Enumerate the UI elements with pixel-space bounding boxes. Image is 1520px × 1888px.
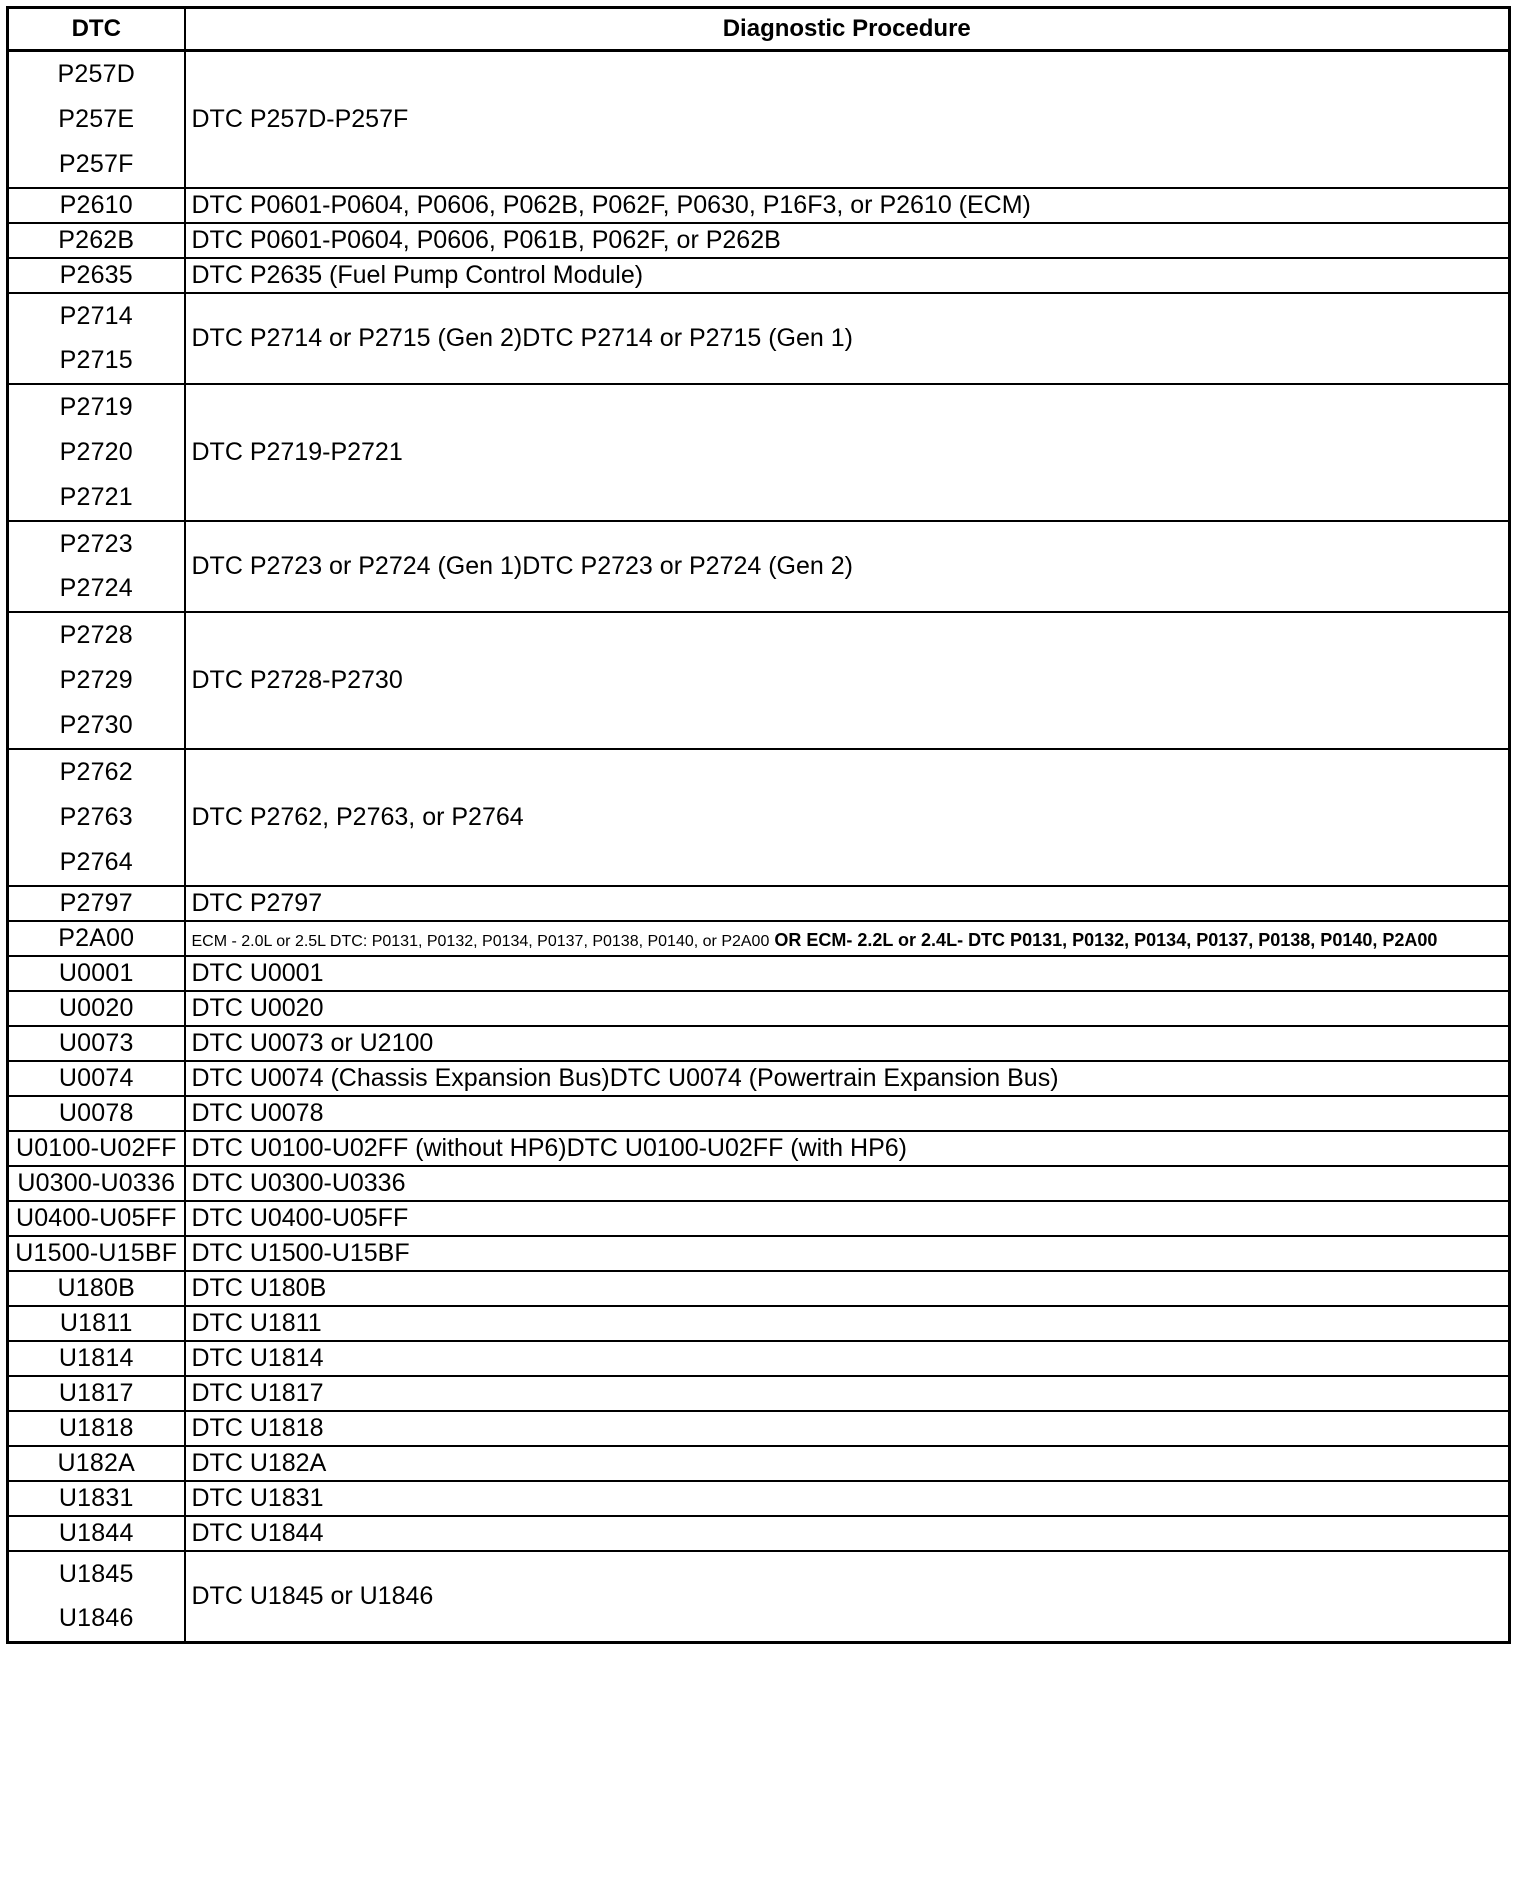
dtc-code: P257D bbox=[57, 60, 135, 88]
diagnostic-procedure-text: DTC P2728-P2730 bbox=[191, 666, 403, 694]
diagnostic-procedure-text: DTC U0400-U05FF bbox=[191, 1204, 409, 1232]
dtc-code-cell bbox=[8, 1201, 185, 1236]
table-row bbox=[8, 223, 1510, 258]
dtc-code: U1814 bbox=[58, 1344, 134, 1372]
dtc-code: P2724 bbox=[59, 574, 133, 603]
table-row bbox=[8, 1411, 1510, 1446]
table-row bbox=[8, 1481, 1510, 1516]
dtc-code: U0074 bbox=[58, 1064, 134, 1092]
table-row bbox=[8, 1271, 1510, 1306]
table-body bbox=[8, 51, 1510, 1643]
diagnostic-procedure-cell bbox=[185, 1481, 1510, 1516]
diagnostic-procedure-cell bbox=[185, 1166, 1510, 1201]
dtc-code-cell bbox=[8, 1026, 185, 1061]
table-row bbox=[8, 749, 1510, 886]
diagnostic-procedure-cell bbox=[185, 1376, 1510, 1411]
diagnostic-procedure-text: DTC U1818 bbox=[191, 1414, 324, 1442]
dtc-code: P262B bbox=[58, 226, 135, 254]
dtc-code-cell bbox=[8, 1481, 185, 1516]
table-row bbox=[8, 1131, 1510, 1166]
dtc-code: U0100-U02FF bbox=[15, 1134, 177, 1162]
dtc-code-cell bbox=[8, 258, 185, 293]
dtc-code: P2728 bbox=[59, 621, 133, 649]
diagnostic-procedure-cell bbox=[185, 991, 1510, 1026]
diagnostic-procedure-text: DTC P0601-P0604, P0606, P062B, P062F, P0630, P16F3, or P2610 (ECM) bbox=[191, 191, 1031, 219]
table-row bbox=[8, 1341, 1510, 1376]
diagnostic-procedure-cell bbox=[185, 293, 1510, 384]
diagnostic-procedure-cell bbox=[185, 612, 1510, 749]
dtc-code-cell bbox=[8, 1551, 185, 1643]
diagnostic-procedure-cell bbox=[185, 1061, 1510, 1096]
dtc-code-cell bbox=[8, 384, 185, 521]
table-row bbox=[8, 1236, 1510, 1271]
dtc-code: U1500-U15BF bbox=[15, 1239, 178, 1267]
table-row bbox=[8, 886, 1510, 921]
table-row bbox=[8, 1061, 1510, 1096]
diagnostic-procedure-text: DTC P2762, P2763, or P2764 bbox=[191, 803, 524, 831]
dtc-table bbox=[6, 6, 1511, 1644]
diagnostic-procedure-cell bbox=[185, 956, 1510, 991]
dtc-code: U0300-U0336 bbox=[17, 1169, 176, 1197]
table-row bbox=[8, 1516, 1510, 1551]
table-row bbox=[8, 1166, 1510, 1201]
dtc-code-cell bbox=[8, 223, 185, 258]
dtc-code-cell bbox=[8, 1446, 185, 1481]
dtc-code-cell bbox=[8, 1411, 185, 1446]
diagnostic-procedure-cell bbox=[185, 188, 1510, 223]
dtc-code: U1845 bbox=[58, 1559, 134, 1588]
diagnostic-procedure-cell bbox=[185, 1411, 1510, 1446]
header-diagnostic-procedure: Diagnostic Procedure bbox=[185, 8, 1510, 51]
diagnostic-procedure-cell bbox=[185, 1271, 1510, 1306]
diagnostic-procedure-cell bbox=[185, 258, 1510, 293]
table-row bbox=[8, 921, 1510, 956]
diagnostic-procedure-cell bbox=[185, 1551, 1510, 1643]
dtc-code: U1831 bbox=[58, 1484, 134, 1512]
dtc-code-cell bbox=[8, 1131, 185, 1166]
dtc-code-cell bbox=[8, 1166, 185, 1201]
dtc-code-cell bbox=[8, 991, 185, 1026]
table-row bbox=[8, 1446, 1510, 1481]
dtc-code: P2714 bbox=[59, 301, 133, 330]
diagnostic-procedure-text: DTC P2714 or P2715 (Gen 2)DTC P2714 or P2715 (Gen 1) bbox=[191, 324, 853, 352]
diagnostic-procedure-cell bbox=[185, 1096, 1510, 1131]
diagnostic-procedure-cell bbox=[185, 1236, 1510, 1271]
table-row bbox=[8, 1306, 1510, 1341]
dtc-code: U0078 bbox=[58, 1099, 134, 1127]
diagnostic-procedure-cell bbox=[185, 1516, 1510, 1551]
dtc-code: P2729 bbox=[59, 666, 133, 694]
dtc-code: U1846 bbox=[58, 1604, 134, 1633]
dtc-code: U0001 bbox=[58, 959, 134, 987]
dtc-code: P2764 bbox=[59, 848, 133, 876]
table-row bbox=[8, 188, 1510, 223]
dtc-code-cell bbox=[8, 1306, 185, 1341]
diagnostic-procedure-cell bbox=[185, 1026, 1510, 1061]
dtc-code-cell bbox=[8, 1096, 185, 1131]
diagnostic-procedure-text: DTC P0601-P0604, P0606, P061B, P062F, or P262B bbox=[191, 226, 781, 254]
dtc-code: P257E bbox=[58, 105, 135, 133]
dtc-code-cell bbox=[8, 51, 185, 189]
dtc-code: P2610 bbox=[59, 191, 133, 219]
diagnostic-procedure-cell bbox=[185, 921, 1510, 956]
dtc-code-cell bbox=[8, 612, 185, 749]
dtc-code: P2723 bbox=[59, 529, 133, 558]
diagnostic-procedure-cell bbox=[185, 1341, 1510, 1376]
diagnostic-procedure-text: DTC P2719-P2721 bbox=[191, 438, 403, 466]
dtc-code-cell bbox=[8, 188, 185, 223]
dtc-code: U1844 bbox=[58, 1519, 134, 1547]
dtc-code-cell bbox=[8, 521, 185, 612]
dtc-code-cell bbox=[8, 1376, 185, 1411]
diagnostic-procedure-cell bbox=[185, 749, 1510, 886]
table-row bbox=[8, 1201, 1510, 1236]
diagnostic-procedure-cell bbox=[185, 1201, 1510, 1236]
diagnostic-procedure-text: DTC U1844 bbox=[191, 1519, 324, 1547]
dtc-code: U180B bbox=[57, 1274, 135, 1302]
table-row bbox=[8, 521, 1510, 612]
diagnostic-procedure-text: DTC U0020 bbox=[191, 994, 324, 1022]
dtc-code: U0400-U05FF bbox=[15, 1204, 177, 1232]
diagnostic-procedure-text-alt: OR ECM- 2.2L or 2.4L- DTC P0131, P0132, P0134, P0137, P0138, P0140, P2A00 bbox=[769, 930, 1438, 950]
table-row bbox=[8, 293, 1510, 384]
diagnostic-procedure-text: DTC P257D-P257F bbox=[191, 105, 409, 133]
diagnostic-procedure-cell bbox=[185, 1306, 1510, 1341]
diagnostic-procedure-text: DTC U0001 bbox=[191, 959, 324, 987]
diagnostic-procedure-text: DTC U0100-U02FF (without HP6)DTC U0100-U02FF (with HP6) bbox=[191, 1134, 907, 1162]
dtc-code: P257F bbox=[58, 150, 134, 178]
diagnostic-procedure-text: DTC U0074 (Chassis Expansion Bus)DTC U0074 (Powertrain Expansion Bus) bbox=[191, 1064, 1059, 1092]
diagnostic-procedure-text: DTC U1817 bbox=[191, 1379, 324, 1407]
dtc-code: U0073 bbox=[58, 1029, 134, 1057]
diagnostic-procedure-text: DTC U180B bbox=[191, 1274, 327, 1302]
diagnostic-procedure-cell bbox=[185, 886, 1510, 921]
diagnostic-procedure-cell bbox=[185, 1131, 1510, 1166]
diagnostic-procedure-text: DTC U1814 bbox=[191, 1344, 324, 1372]
table-row bbox=[8, 51, 1510, 189]
dtc-code: P2763 bbox=[59, 803, 133, 831]
table-row bbox=[8, 1551, 1510, 1643]
diagnostic-procedure-text: DTC U1845 or U1846 bbox=[191, 1582, 434, 1610]
dtc-code-cell bbox=[8, 1516, 185, 1551]
diagnostic-procedure-text: DTC U0073 or U2100 bbox=[191, 1029, 434, 1057]
table-row bbox=[8, 258, 1510, 293]
dtc-code: U1811 bbox=[59, 1309, 133, 1337]
table-row bbox=[8, 1026, 1510, 1061]
diagnostic-procedure-cell bbox=[185, 521, 1510, 612]
dtc-code-cell bbox=[8, 921, 185, 956]
table-row bbox=[8, 991, 1510, 1026]
diagnostic-procedure-cell bbox=[185, 384, 1510, 521]
diagnostic-procedure-text: DTC P2635 (Fuel Pump Control Module) bbox=[191, 261, 644, 289]
dtc-code-cell bbox=[8, 1271, 185, 1306]
dtc-code: U0020 bbox=[58, 994, 134, 1022]
dtc-code: P2635 bbox=[59, 261, 133, 289]
dtc-code: P2797 bbox=[59, 889, 133, 917]
diagnostic-procedure-text: DTC U0078 bbox=[191, 1099, 324, 1127]
dtc-code: P2720 bbox=[59, 438, 133, 466]
diagnostic-procedure-text: DTC U0300-U0336 bbox=[191, 1169, 406, 1197]
diagnostic-procedure-text: ECM - 2.0L or 2.5L DTC: P0131, P0132, P0134, P0137, P0138, P0140, or P2A00 bbox=[191, 933, 770, 950]
diagnostic-procedure-text: DTC P2723 or P2724 (Gen 1)DTC P2723 or P2724 (Gen 2) bbox=[191, 552, 853, 580]
table-row bbox=[8, 384, 1510, 521]
dtc-code: P2719 bbox=[59, 393, 133, 421]
table-row bbox=[8, 956, 1510, 991]
diagnostic-procedure-text: DTC U1831 bbox=[191, 1484, 324, 1512]
diagnostic-procedure-cell bbox=[185, 51, 1510, 189]
header-dtc: DTC bbox=[8, 8, 185, 51]
dtc-code: U1817 bbox=[58, 1379, 134, 1407]
diagnostic-procedure-text: DTC U182A bbox=[191, 1449, 327, 1477]
diagnostic-procedure-text: DTC P2797 bbox=[191, 889, 323, 917]
table-row bbox=[8, 1096, 1510, 1131]
header-row bbox=[8, 8, 1510, 51]
dtc-code: P2721 bbox=[59, 483, 133, 511]
dtc-code: P2715 bbox=[59, 346, 133, 375]
table-row bbox=[8, 612, 1510, 749]
diagnostic-procedure-text: DTC U1811 bbox=[191, 1309, 322, 1337]
dtc-code-cell bbox=[8, 1341, 185, 1376]
dtc-code: U182A bbox=[57, 1449, 135, 1477]
table-row bbox=[8, 1376, 1510, 1411]
diagnostic-procedure-text: DTC U1500-U15BF bbox=[191, 1239, 410, 1267]
table-header bbox=[8, 8, 1510, 51]
dtc-code-cell bbox=[8, 1061, 185, 1096]
dtc-code-cell bbox=[8, 1236, 185, 1271]
dtc-code-cell bbox=[8, 886, 185, 921]
diagnostic-procedure-cell bbox=[185, 223, 1510, 258]
dtc-code: P2730 bbox=[59, 711, 133, 739]
dtc-code-cell bbox=[8, 749, 185, 886]
dtc-code: P2A00 bbox=[58, 924, 135, 952]
dtc-code-cell bbox=[8, 956, 185, 991]
dtc-code: P2762 bbox=[59, 758, 133, 786]
dtc-code: U1818 bbox=[58, 1414, 134, 1442]
diagnostic-procedure-cell bbox=[185, 1446, 1510, 1481]
dtc-code-cell bbox=[8, 293, 185, 384]
